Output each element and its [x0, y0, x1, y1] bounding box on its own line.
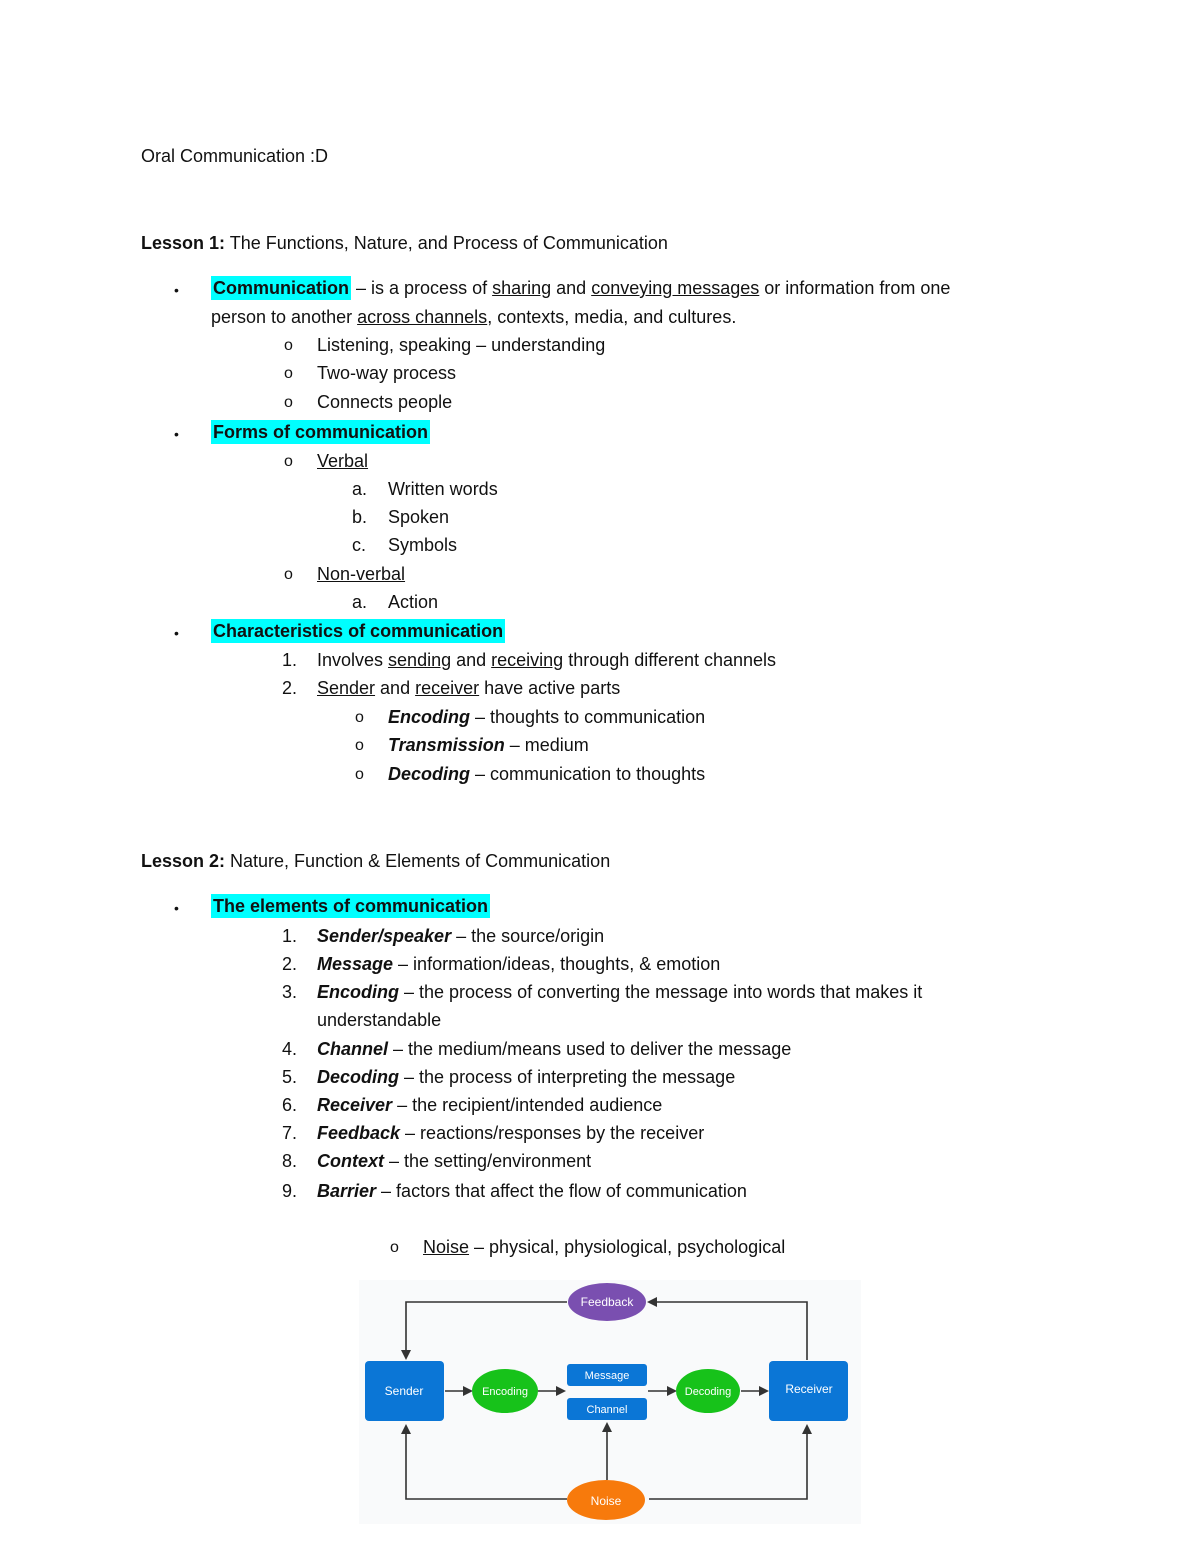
list-item: [317, 1150, 591, 1172]
list-item: [317, 677, 620, 699]
elements-term: The elements of communication: [213, 896, 489, 916]
term: Context: [317, 1151, 384, 1171]
noise-label: Noise: [590, 1494, 622, 1508]
list-marker: c.: [352, 535, 367, 555]
text: – the source/origin: [451, 926, 605, 946]
list-item: Two-way process: [317, 363, 457, 383]
term: Channel: [317, 1039, 389, 1059]
list-number: 1.: [282, 926, 298, 946]
list-number: 1.: [282, 650, 298, 670]
underlined-text: Noise: [423, 1237, 470, 1257]
term: Encoding: [388, 707, 470, 727]
text: Involves: [317, 650, 389, 670]
text: – communication to thoughts: [470, 764, 706, 784]
bullet-marker: •: [174, 282, 179, 298]
list-number: 9.: [282, 1181, 298, 1201]
text: – is a process of: [351, 278, 493, 298]
term: Encoding: [317, 982, 399, 1002]
list-item: Written words: [388, 479, 498, 499]
circle-marker: o: [390, 1239, 399, 1256]
communication-definition-line2: [211, 306, 736, 328]
receiver-label: Receiver: [785, 1382, 833, 1396]
lesson1-title: The Functions, Nature, and Process of Communication: [225, 233, 668, 253]
bullet-marker: •: [174, 625, 179, 641]
nonverbal-label: Non-verbal: [317, 564, 406, 584]
channel-label: Channel: [586, 1404, 628, 1416]
text: and: [375, 678, 416, 698]
noise-item: [423, 1236, 785, 1258]
list-item: Listening, speaking – understanding: [317, 335, 606, 355]
list-item: [317, 1180, 747, 1202]
list-item-continuation: understandable: [317, 1010, 442, 1030]
list-number: 2.: [282, 954, 298, 974]
lesson1-label: Lesson 1:: [141, 233, 226, 253]
feedback-label: Feedback: [580, 1295, 634, 1309]
underlined-text: receiver: [415, 678, 480, 698]
list-item: [388, 734, 589, 756]
lesson2-label: Lesson 2:: [141, 851, 226, 871]
term: Decoding: [317, 1067, 400, 1087]
underlined-text: receiving: [491, 650, 564, 670]
text: – medium: [504, 735, 589, 755]
text: through different channels: [563, 650, 777, 670]
circle-marker: o: [355, 709, 364, 726]
list-item: [388, 763, 705, 785]
list-number: 2.: [282, 678, 298, 698]
text: – thoughts to communication: [470, 707, 706, 727]
lesson2-heading: [141, 850, 610, 872]
text: and: [451, 650, 492, 670]
circle-marker: o: [284, 337, 293, 354]
circle-marker: o: [355, 737, 364, 754]
list-number: 3.: [282, 982, 298, 1002]
text: – the recipient/intended audience: [392, 1095, 663, 1115]
list-item: [317, 1122, 704, 1144]
underlined-text: Sender: [317, 678, 376, 698]
text: , contexts, media, and cultures.: [487, 307, 737, 327]
list-item: [388, 706, 705, 728]
circle-marker: o: [284, 365, 293, 382]
text: – reactions/responses by the receiver: [400, 1123, 705, 1143]
list-item: Connects people: [317, 392, 453, 412]
list-item: [317, 953, 720, 975]
text: – information/ideas, thoughts, & emotion: [393, 954, 721, 974]
list-number: 4.: [282, 1039, 298, 1059]
sender-label: Sender: [384, 1384, 424, 1398]
communication-term: Communication: [213, 278, 350, 298]
decoding-label: Decoding: [684, 1386, 732, 1398]
list-number: 8.: [282, 1151, 298, 1171]
bullet-marker: •: [174, 900, 179, 916]
term: Transmission: [388, 735, 505, 755]
list-item: [317, 925, 604, 947]
encoding-label: Encoding: [482, 1386, 528, 1398]
text: – factors that affect the flow of communication: [376, 1181, 747, 1201]
elements-heading: [211, 895, 490, 917]
text: person to another: [211, 307, 358, 327]
list-marker: a.: [352, 479, 368, 499]
text: – the process of interpreting the message: [399, 1067, 736, 1087]
bullet-marker: •: [174, 426, 179, 442]
forms-term: Forms of communication: [213, 422, 429, 442]
circle-marker: o: [284, 394, 293, 411]
list-item: [317, 1066, 735, 1088]
communication-process-diagram: [359, 1280, 861, 1524]
list-number: 6.: [282, 1095, 298, 1115]
list-number: 7.: [282, 1123, 298, 1143]
lesson1-heading: [141, 232, 668, 254]
list-item: [317, 981, 922, 1003]
list-marker: a.: [352, 592, 368, 612]
term: Feedback: [317, 1123, 401, 1143]
list-item: [317, 649, 776, 671]
term: Sender/speaker: [317, 926, 452, 946]
text: have active parts: [479, 678, 621, 698]
underlined-text: sending: [388, 650, 452, 670]
text: – the setting/environment: [384, 1151, 592, 1171]
forms-heading: [211, 421, 430, 443]
text: or information from one: [759, 278, 951, 298]
characteristics-term: Characteristics of communication: [213, 621, 504, 641]
message-label: Message: [584, 1370, 630, 1382]
underlined-text: across channels: [357, 307, 488, 327]
text: – the process of converting the message into words that makes it: [399, 982, 923, 1002]
communication-definition: [211, 277, 950, 299]
term: Receiver: [317, 1095, 393, 1115]
list-marker: b.: [352, 507, 368, 527]
list-item: Symbols: [388, 535, 458, 555]
circle-marker: o: [284, 566, 293, 583]
list-number: 5.: [282, 1067, 298, 1087]
term: Barrier: [317, 1181, 377, 1201]
term: Message: [317, 954, 394, 974]
circle-marker: o: [284, 453, 293, 470]
term: Decoding: [388, 764, 471, 784]
lesson2-title: Nature, Function & Elements of Communication: [225, 851, 611, 871]
text: and: [551, 278, 592, 298]
verbal-label: Verbal: [317, 451, 369, 471]
circle-marker: o: [355, 766, 364, 783]
list-item: Action: [388, 592, 439, 612]
list-item: [317, 1038, 791, 1060]
document-title: Oral Communication :D: [141, 146, 329, 166]
text: – physical, physiological, psychological: [469, 1237, 786, 1257]
list-item: [317, 1094, 662, 1116]
list-item: Spoken: [388, 507, 450, 527]
text: – the medium/means used to deliver the message: [388, 1039, 792, 1059]
underlined-text: sharing: [492, 278, 552, 298]
underlined-text: conveying messages: [591, 278, 760, 298]
characteristics-heading: [211, 620, 505, 642]
